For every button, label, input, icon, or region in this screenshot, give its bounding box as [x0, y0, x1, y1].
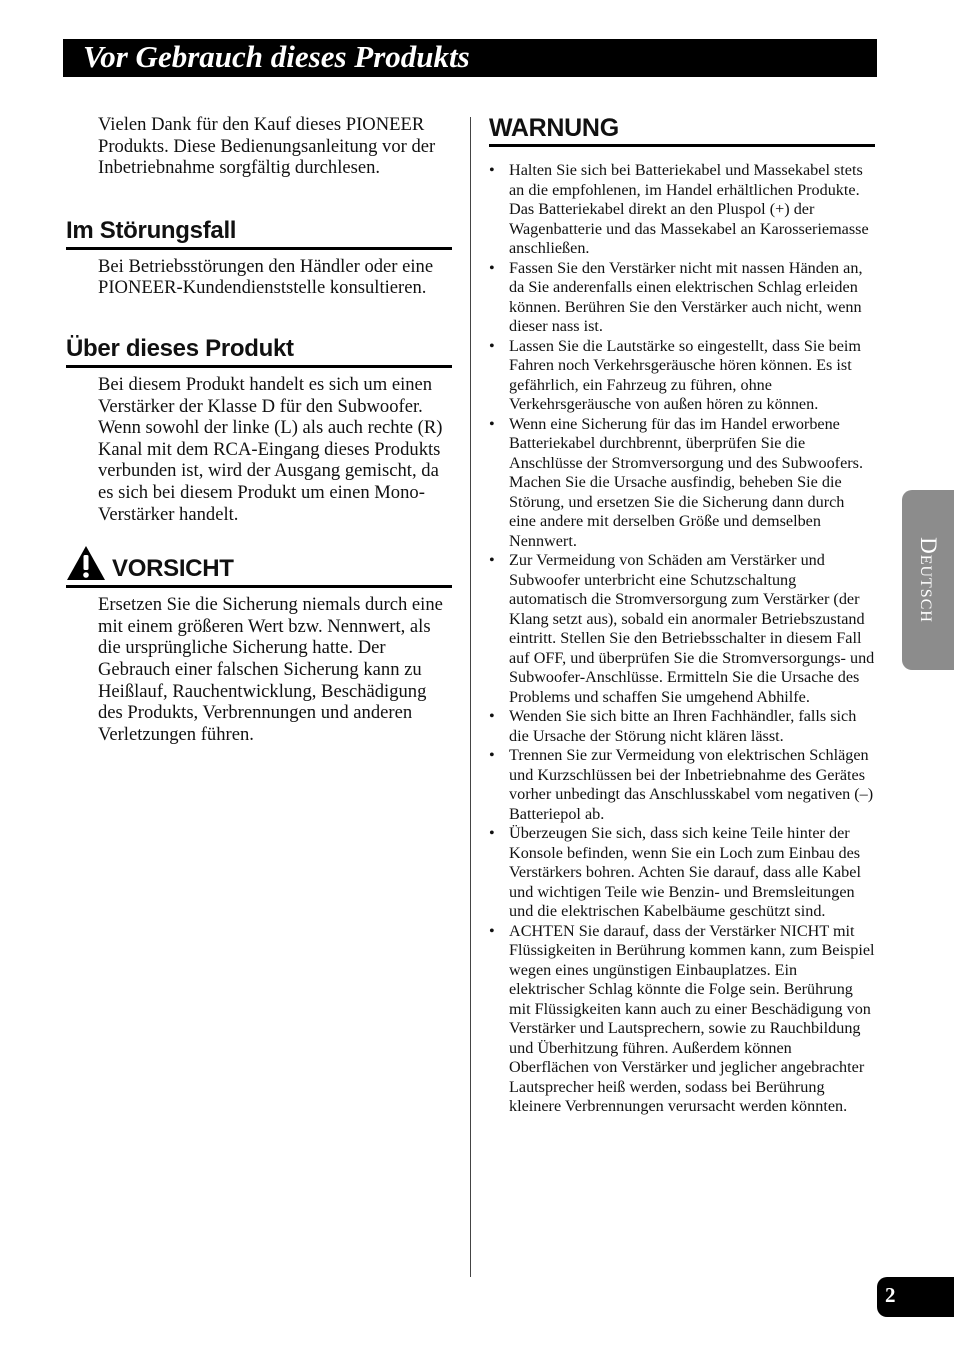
list-item: • Überzeugen Sie sich, dass sich keine Teile hinter der Konsole befinden, wenn Sie ein Loch zum Einbau des Verstärkers bohren. Achten Sie darauf, dass alle Kabel und wichtigen Teile wie Benzin- und Bremsleitungen und die elektrischen Kabelbäume geschützt sind. — [489, 824, 875, 922]
list-item: • Wenn eine Sicherung für das im Handel erworbene Batteriekabel durchbrennt, überprüfen Sie die Anschlüsse der Stromversorgung und des Subwoofers. Machen Sie die Ursache ausfindig, beheben Sie die Störung, und ersetzen Sie die Sicherung dann durch eine andere mit derselben Größe und demselben Nennwert. — [489, 415, 875, 552]
caution-heading-row — [66, 545, 452, 588]
caution-heading: VORSICHT — [112, 555, 234, 583]
warning-list — [489, 161, 875, 1117]
language-side-tab — [902, 490, 954, 670]
language-label: Deutsch — [916, 537, 941, 623]
left-column — [66, 114, 452, 745]
intro-text: Vielen Dank für den Kauf dieses PIONEER Produkts. Diese Bedienungsanleitung vor der Inbetriebnahme sorgfältig durchlesen. — [98, 114, 436, 179]
list-item: • Zur Vermeidung von Schäden am Verstärker und Subwoofer unterbricht eine Schutzschaltung automatisch die Stromversorgung zum Verstärker (der Klang setzt aus), sobald ein anormaler Betriebszustand eintritt. Stellen Sie den Betriebsschalter in diesem Fall auf OFF, und überprüfen Sie die Stromversorgungs- und Subwoofer-Anschlüsse. Ermitteln Sie die Ursache des Problems und schaffen Sie umgehend Abhilfe. — [489, 551, 875, 707]
right-column — [489, 114, 875, 1117]
warning-heading: WARNUNG — [489, 114, 875, 147]
page-title: Vor Gebrauch dieses Produkts — [83, 39, 470, 74]
page-title-bar — [63, 39, 877, 77]
caution-section — [66, 545, 452, 745]
section-troubleshooting — [66, 217, 452, 299]
list-item: • Fassen Sie den Verstärker nicht mit nassen Händen an, da Sie anderenfalls einen elektrischen Schlag erleiden können. Berühren Sie den Verstärker auch nicht, wenn dieser nass ist. — [489, 259, 875, 337]
section-heading-about-product: Über dieses Produkt — [66, 335, 452, 368]
section-text-troubleshooting: Bei Betriebsstörungen den Händler oder eine PIONEER-Kundendienststelle konsultieren. — [98, 255, 434, 299]
page-number: 2 — [885, 1283, 896, 1307]
warning-triangle-icon — [66, 545, 106, 581]
section-heading-troubleshooting: Im Störungsfall — [66, 217, 452, 250]
column-divider — [470, 117, 471, 1277]
list-item: • Trennen Sie zur Vermeidung von elektrischen Schlägen und Kurzschlüssen bei der Inbetriebnahme des Gerätes vorher unbedingt das Anschlusskabel vom negativen (–) Batteriepol ab. — [489, 746, 875, 824]
page-number-tab — [877, 1277, 954, 1317]
list-item: • Wenden Sie sich bitte an Ihren Fachhändler, falls sich die Ursache der Störung nicht klären lässt. — [489, 707, 875, 746]
list-item: • ACHTEN Sie darauf, dass der Verstärker NICHT mit Flüssigkeiten in Berührung kommen kann, zum Beispiel wegen eines ungünstigen Einbauplatzes. Ein elektrischer Schlag könnte die Folge sein. Berührung mit Flüssigkeiten kann auch zu einer Beschädigung von Verstärker und Lautsprechern, sowie zu Rauchbildung und Überhitzung führen. Außerdem können Oberflächen von Verstärker und jeglicher angebrachter Lautsprecher heiß werden, sodass bei Berührung kleinere Verbrennungen verursacht werden könnten. — [489, 922, 875, 1117]
section-about-product — [66, 335, 452, 525]
list-item: • Halten Sie sich bei Batteriekabel und Massekabel stets an die empfohlenen, im Handel erhältlichen Produkte. Das Batteriekabel direkt an den Pluspol (+) der Wagenbatterie und das Massekabel an Karosseriemasse anschließen. — [489, 161, 875, 259]
caution-text: Ersetzen Sie die Sicherung niemals durch eine mit einem größeren Wert bzw. Nennwert, als die ursprüngliche Sicherung hatte. Der Gebrauch einer falschen Sicherung kann zu Heißlauf, Rauchentwicklung, Beschädigung des Produkts, Verbrennungen und anderen Verletzungen führen. — [98, 594, 443, 745]
section-text-about-product: Bei diesem Produkt handelt es sich um einen Verstärker der Klasse D für den Subwoofer. Wenn sowohl der linke (L) als auch rechte (R) Kanal mit dem RCA-Eingang dieses Produkts verbunden ist, wird der Ausgang gemischt, da es sich bei diesem Produkt um einen Mono-Verstärker handelt. — [98, 373, 443, 525]
list-item: • Lassen Sie die Lautstärke so eingestellt, dass Sie beim Fahren noch Verkehrsgeräusche hören können. Es ist gefährlich, ein Fahrzeug zu führen, ohne Verkehrsgeräusche von außen hören zu können. — [489, 337, 875, 415]
